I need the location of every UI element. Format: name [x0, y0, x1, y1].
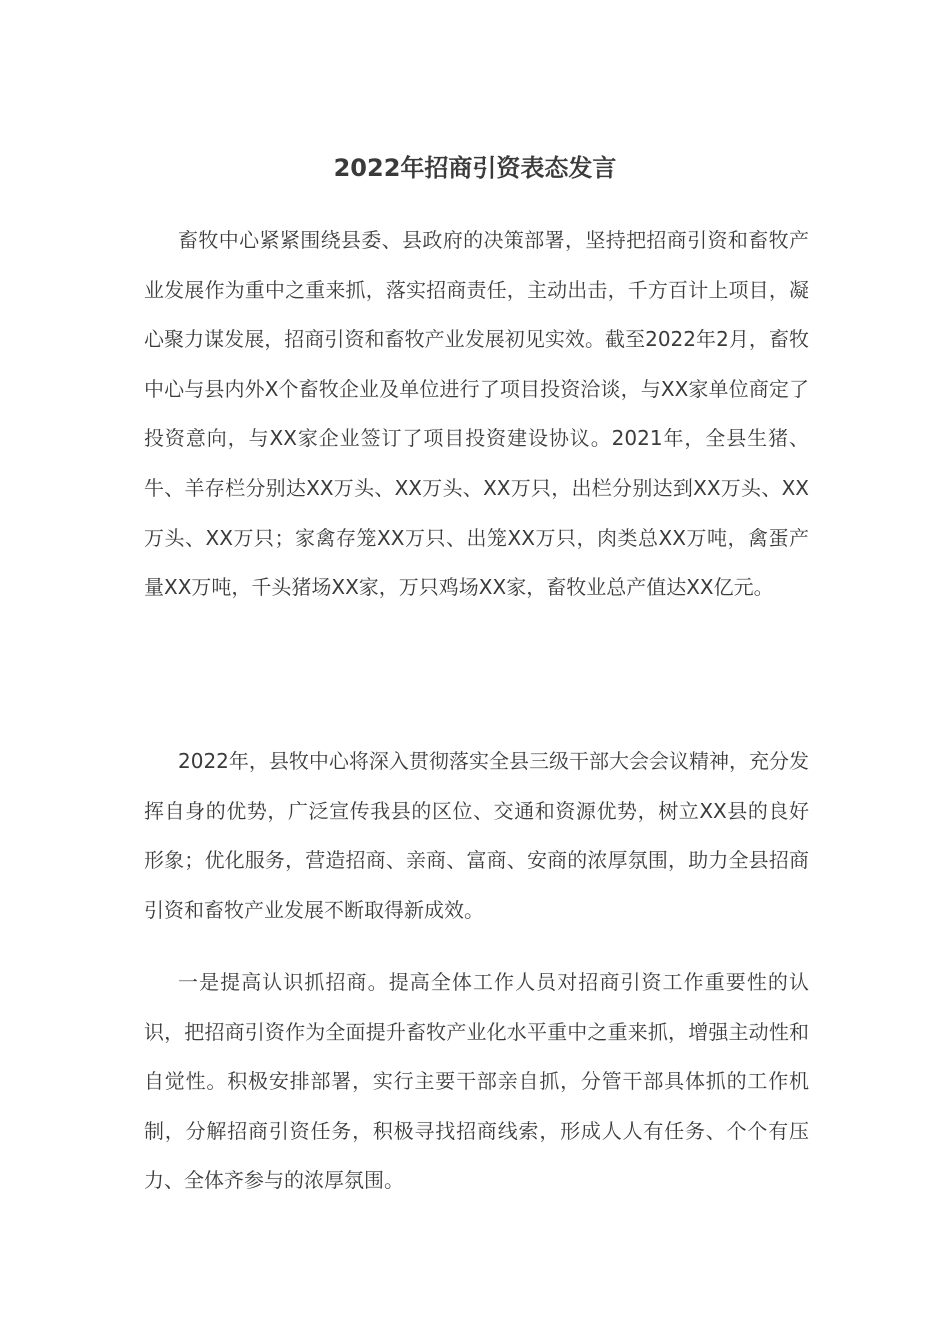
paragraph-1: 畜牧中心紧紧围绕县委、县政府的决策部署，坚持把招商引资和畜牧产业发展作为重中之重来抓，落实招商责任，主动出击，千方百计上项目，凝心聚力谋发展，招商引资和畜牧产业发展初见实效。截至2022年2月，畜牧中心与县内外X个畜牧企业及单位进行了项目投资洽谈，与XX家单位商定了投资意向，与XX家企业签订了项目投资建设协议。2021年，全县生猪、牛、羊存栏分别达XX万头、XX万头、XX万只，出栏分别达到XX万头、XX万头、XX万只；家禽存笼XX万只、出笼XX万只，肉类总XX万吨，禽蛋产量XX万吨，千头猪场XX家，万只鸡场XX家，畜牧业总产值达XX亿元。: [144, 228, 809, 600]
paragraph-3: 一是提高认识抓招商。提高全体工作人员对招商引资工作重要性的认识，把招商引资作为全面提升畜牧产业化水平重中之重来抓，增强主动性和自觉性。积极安排部署，实行主要干部亲自抓，分管干部具体抓的工作机制，分解招商引资任务，积极寻找招商线索，形成人人有任务、个个有压力、全体齐参与的浓厚氛围。: [144, 970, 809, 1193]
paragraph-block: [144, 737, 809, 935]
paragraph-2: 2022年，县牧中心将深入贯彻落实全县三级干部大会会议精神，充分发挥自身的优势，广泛宣传我县的区位、交通和资源优势，树立XX县的良好形象；优化服务，营造招商、亲商、富商、安商的浓厚氛围，助力全县招商引资和畜牧产业发展不断取得新成效。: [144, 749, 809, 922]
paragraph-block: [144, 216, 809, 613]
paragraph-block: [144, 958, 809, 1206]
document-title: 2022年招商引资表态发言: [333, 154, 617, 182]
